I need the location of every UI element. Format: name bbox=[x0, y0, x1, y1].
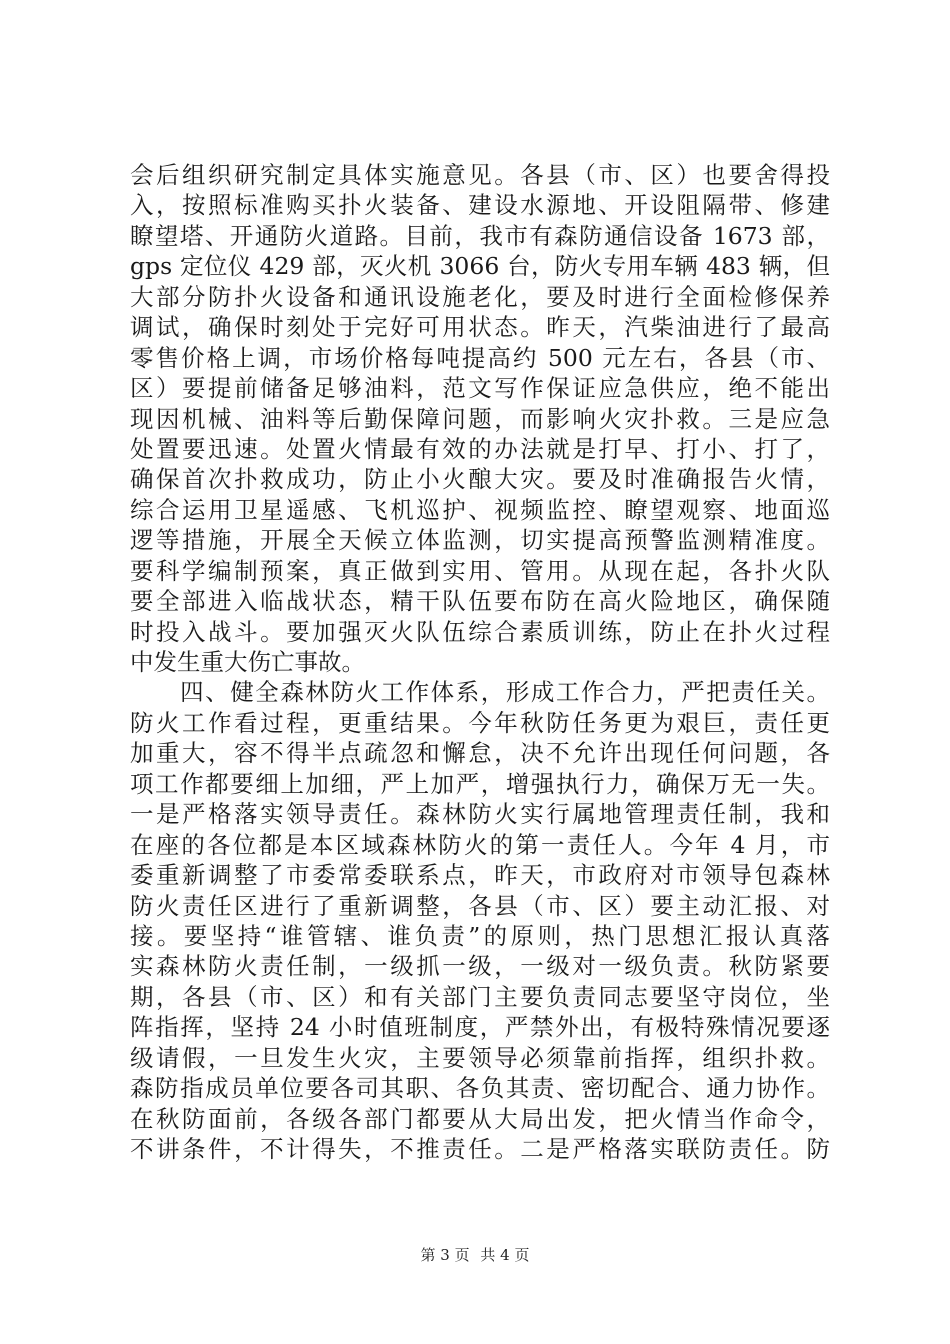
body-text bbox=[130, 160, 830, 1164]
text-line: 确保首次扑救成功，防止小火酿大灾。要及时准确报告火情， bbox=[130, 465, 830, 494]
text-line: 会后组织研究制定具体实施意见。各县（市、区）也要舍得投 bbox=[130, 161, 830, 189]
text-line: 处置要迅速。处置火情最有效的办法就是打早、打小、打了， bbox=[130, 434, 830, 463]
text-line: 逻等措施，开展全天候立体监测，切实提高预警监测精准度。 bbox=[130, 526, 830, 555]
text-line: gps 定位仪 429 部，灭火机 3066 台，防火专用车辆 483 辆，但 bbox=[130, 252, 830, 281]
text-line: 区）要提前储备足够油料，范文写作保证应急供应，绝不能出 bbox=[130, 374, 830, 403]
text-line: 一是严格落实领导责任。森林防火实行属地管理责任制，我和 bbox=[130, 800, 830, 829]
text-line: 入，按照标准购买扑火装备、建设水源地、开设阻隔带、修建 bbox=[130, 191, 830, 220]
text-line: 防火工作看过程，更重结果。今年秋防任务更为艰巨，责任更 bbox=[130, 708, 830, 737]
text-line: 实森林防火责任制，一级抓一级，一级对一级负责。秋防紧要 bbox=[130, 952, 830, 981]
text-line: 森防指成员单位要各司其职、各负其责、密切配合、通力协作。 bbox=[130, 1074, 830, 1103]
text-line: 要全部进入临战状态，精干队伍要布防在高火险地区，确保随 bbox=[130, 587, 830, 616]
text-line: 期，各县（市、区）和有关部门主要负责同志要坚守岗位，坐 bbox=[130, 982, 830, 1011]
text-line: 委重新调整了市委常委联系点，昨天，市政府对市领导包森林 bbox=[130, 861, 830, 890]
text-line: 大部分防扑火设备和通讯设施老化，要及时进行全面检修保养 bbox=[130, 282, 830, 311]
text-line: 加重大，容不得半点疏忽和懈怠，决不允许出现任何问题，各 bbox=[130, 739, 830, 768]
text-line: 防火责任区进行了重新调整，各县（市、区）要主动汇报、对 bbox=[130, 891, 830, 920]
text-line: 瞭望塔、开通防火道路。目前，我市有森防通信设备 1673 部， bbox=[130, 221, 830, 250]
page-number: 第 3 页 bbox=[420, 1246, 470, 1264]
text-line: 四、健全森林防火工作体系，形成工作合力，严把责任关。 bbox=[130, 678, 830, 707]
text-line: 项工作都要细上加细，严上加严，增强执行力，确保万无一失。 bbox=[130, 769, 830, 798]
text-line: 综合运用卫星遥感、飞机巡护、视频监控、瞭望观察、地面巡 bbox=[130, 495, 830, 524]
page-footer bbox=[0, 1245, 950, 1265]
text-line: 中发生重大伤亡事故。 bbox=[130, 648, 365, 676]
text-line: 在秋防面前，各级各部门都要从大局出发，把火情当作命令， bbox=[130, 1104, 830, 1133]
page-total: 共 4 页 bbox=[480, 1246, 530, 1264]
text-line: 阵指挥，坚持 24 小时值班制度，严禁外出，有极特殊情况要逐 bbox=[130, 1013, 830, 1042]
text-line: 接。要坚持“谁管辖、谁负责”的原则，热门思想汇报认真落 bbox=[130, 921, 830, 950]
text-line: 在座的各位都是本区域森林防火的第一责任人。今年 4 月，市 bbox=[130, 830, 830, 859]
text-line: 级请假，一旦发生火灾，主要领导必须靠前指挥，组织扑救。 bbox=[130, 1043, 830, 1072]
text-line: 要科学编制预案，真正做到实用、管用。从现在起，各扑火队 bbox=[130, 556, 830, 585]
text-line: 零售价格上调，市场价格每吨提高约 500 元左右，各县（市、 bbox=[130, 343, 830, 372]
text-line: 不讲条件，不计得失，不推责任。二是严格落实联防责任。防 bbox=[130, 1135, 830, 1163]
text-line: 时投入战斗。要加强灭火队伍综合素质训练，防止在扑火过程 bbox=[130, 617, 830, 646]
text-line: 调试，确保时刻处于完好可用状态。昨天，汽柴油进行了最高 bbox=[130, 313, 830, 342]
text-line: 现因机械、油料等后勤保障问题，而影响火灾扑救。三是应急 bbox=[130, 404, 830, 433]
